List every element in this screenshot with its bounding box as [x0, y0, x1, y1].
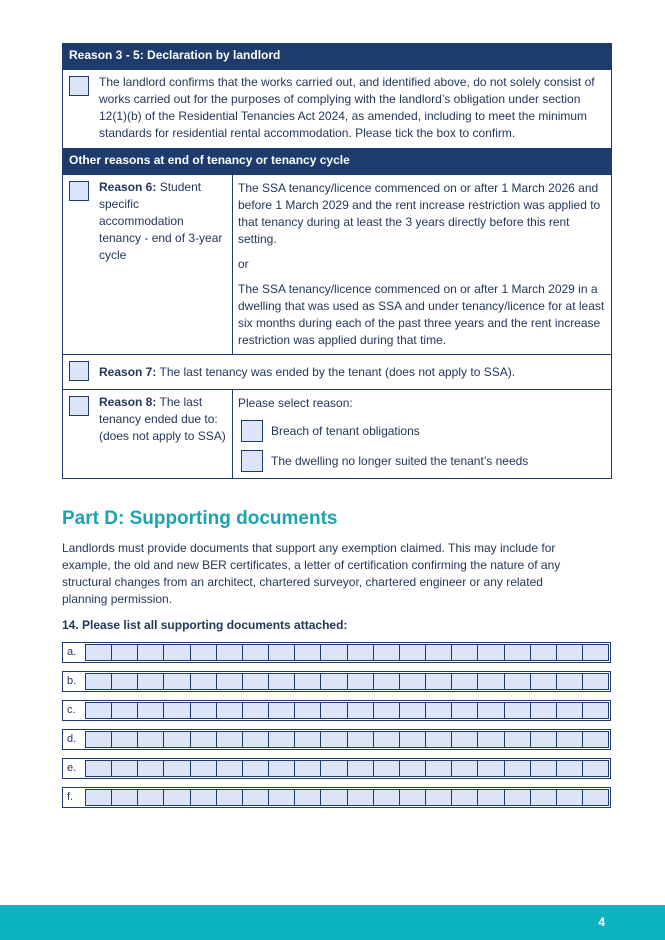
character-box[interactable]	[163, 732, 189, 747]
character-box[interactable]	[216, 645, 242, 660]
document-row	[62, 671, 611, 692]
reason6-or: or	[238, 257, 249, 271]
character-box[interactable]	[477, 732, 503, 747]
document-row-label: b.	[67, 675, 77, 687]
character-box[interactable]	[242, 761, 268, 776]
character-box[interactable]	[216, 761, 242, 776]
part-d-title: Part D: Supporting documents	[62, 508, 338, 529]
character-box[interactable]	[163, 674, 189, 689]
character-box[interactable]	[504, 732, 530, 747]
character-box[interactable]	[190, 645, 216, 660]
character-box[interactable]	[86, 674, 111, 689]
character-box[interactable]	[556, 645, 582, 660]
document-row	[62, 729, 611, 750]
reasons-section	[62, 43, 611, 479]
character-box[interactable]	[504, 761, 530, 776]
character-box[interactable]	[504, 703, 530, 718]
character-box[interactable]	[556, 790, 582, 805]
character-box[interactable]	[347, 732, 373, 747]
character-box[interactable]	[86, 703, 111, 718]
page-footer	[0, 905, 665, 940]
breach-checkbox[interactable]	[241, 420, 263, 442]
character-box[interactable]	[373, 790, 399, 805]
character-box[interactable]	[320, 674, 346, 689]
character-box[interactable]	[399, 790, 425, 805]
character-box[interactable]	[294, 645, 320, 660]
character-box[interactable]	[111, 761, 137, 776]
character-box[interactable]	[477, 761, 503, 776]
character-box[interactable]	[163, 645, 189, 660]
character-box[interactable]	[294, 761, 320, 776]
character-box[interactable]	[216, 674, 242, 689]
character-box[interactable]	[320, 790, 346, 805]
character-box[interactable]	[373, 761, 399, 776]
reason6-details	[233, 175, 612, 355]
character-box[interactable]	[190, 732, 216, 747]
character-box[interactable]	[556, 761, 582, 776]
character-box[interactable]	[399, 645, 425, 660]
character-box[interactable]	[320, 703, 346, 718]
character-box[interactable]	[242, 703, 268, 718]
reason6-label: Reason 6:	[99, 180, 157, 194]
character-box[interactable]	[111, 645, 137, 660]
character-box[interactable]	[268, 790, 294, 805]
document-row	[62, 642, 611, 663]
character-box[interactable]	[477, 790, 503, 805]
character-box[interactable]	[451, 761, 477, 776]
character-box[interactable]	[86, 761, 111, 776]
character-box[interactable]	[399, 703, 425, 718]
character-box[interactable]	[451, 703, 477, 718]
breach-label: Breach of tenant obligations	[271, 423, 420, 438]
page-number: 4	[598, 915, 605, 929]
reason7-desc: The last tenancy was ended by the tenant (does not apply to SSA).	[159, 365, 516, 379]
character-box[interactable]	[137, 674, 163, 689]
declaration-header: Reason 3 - 5: Declaration by landlord	[63, 44, 612, 70]
character-box[interactable]	[216, 732, 242, 747]
character-box[interactable]	[556, 732, 582, 747]
reason7-label: Reason 7:	[99, 365, 157, 379]
character-box[interactable]	[582, 703, 608, 718]
character-box[interactable]	[582, 761, 608, 776]
character-box[interactable]	[268, 761, 294, 776]
reason8-prompt: Please select reason:	[238, 396, 353, 410]
character-box[interactable]	[268, 674, 294, 689]
character-box[interactable]	[582, 645, 608, 660]
character-box[interactable]	[556, 674, 582, 689]
character-box[interactable]	[137, 790, 163, 805]
reason8-desc: The last tenancy ended due to: (does not apply to SSA)	[99, 395, 226, 443]
document-row-label: c.	[67, 704, 76, 716]
character-box[interactable]	[294, 703, 320, 718]
character-box[interactable]	[137, 761, 163, 776]
reason6-desc: Student specific accommodation tenancy - end of 3-year cycle	[99, 180, 223, 262]
character-box[interactable]	[477, 674, 503, 689]
character-box[interactable]	[504, 645, 530, 660]
character-box[interactable]	[425, 790, 451, 805]
character-box[interactable]	[163, 790, 189, 805]
character-box[interactable]	[242, 674, 268, 689]
character-box[interactable]	[425, 703, 451, 718]
document-input[interactable]	[85, 731, 609, 748]
reason8-option-needs[interactable]	[238, 450, 606, 472]
character-box[interactable]	[111, 732, 137, 747]
character-box[interactable]	[399, 674, 425, 689]
character-box[interactable]	[451, 645, 477, 660]
character-box[interactable]	[530, 703, 556, 718]
character-box[interactable]	[242, 732, 268, 747]
character-box[interactable]	[268, 732, 294, 747]
character-box[interactable]	[399, 761, 425, 776]
other-reasons-header: Other reasons at end of tenancy or tenancy cycle	[63, 149, 612, 175]
character-box[interactable]	[530, 732, 556, 747]
character-box[interactable]	[347, 645, 373, 660]
document-row	[62, 787, 611, 808]
supporting-documents-list	[62, 642, 611, 816]
character-box[interactable]	[268, 703, 294, 718]
document-row-label: e.	[67, 762, 77, 774]
document-input[interactable]	[85, 789, 609, 806]
declaration-text: The landlord confirms that the works carried out, and identified above, do not solely consist of works carried out for the purposes of complying with the landlord’s obligation under section 12(1)(b) of the Residential Tenancies Act 2024, as amended, including to meet the minimum standards for residential rental accommodation. Please tick the box to confirm.	[99, 75, 595, 140]
character-box[interactable]	[582, 674, 608, 689]
document-row-label: d.	[67, 733, 77, 745]
character-box[interactable]	[582, 790, 608, 805]
character-box[interactable]	[216, 703, 242, 718]
character-box[interactable]	[163, 703, 189, 718]
character-box[interactable]	[294, 732, 320, 747]
character-box[interactable]	[111, 703, 137, 718]
needs-label: The dwelling no longer suited the tenant’s needs	[271, 453, 529, 468]
document-input[interactable]	[85, 673, 609, 690]
document-input[interactable]	[85, 702, 609, 719]
character-box[interactable]	[320, 732, 346, 747]
character-box[interactable]	[294, 674, 320, 689]
character-box[interactable]	[216, 790, 242, 805]
character-box[interactable]	[190, 761, 216, 776]
character-box[interactable]	[294, 790, 320, 805]
character-box[interactable]	[137, 645, 163, 660]
reason8-option-breach[interactable]	[238, 420, 606, 442]
document-row	[62, 758, 611, 779]
character-box[interactable]	[373, 703, 399, 718]
reason6-para2: The SSA tenancy/licence commenced on or after 1 March 2029 in a dwelling that was used as SSA and under tenancy/licence for at least six months during each of the past three years and the rent increase restriction was applied during that time.	[238, 282, 605, 347]
character-box[interactable]	[373, 674, 399, 689]
character-box[interactable]	[111, 790, 137, 805]
reason6-checkbox[interactable]	[69, 181, 89, 201]
character-box[interactable]	[504, 674, 530, 689]
character-box[interactable]	[451, 790, 477, 805]
character-box[interactable]	[347, 674, 373, 689]
character-box[interactable]	[425, 761, 451, 776]
character-box[interactable]	[477, 703, 503, 718]
character-box[interactable]	[242, 790, 268, 805]
character-box[interactable]	[86, 732, 111, 747]
document-input[interactable]	[85, 760, 609, 777]
character-box[interactable]	[399, 732, 425, 747]
character-box[interactable]	[347, 761, 373, 776]
document-input[interactable]	[85, 644, 609, 661]
character-box[interactable]	[137, 732, 163, 747]
character-box[interactable]	[163, 761, 189, 776]
character-box[interactable]	[425, 732, 451, 747]
character-box[interactable]	[137, 703, 163, 718]
character-box[interactable]	[451, 674, 477, 689]
character-box[interactable]	[320, 645, 346, 660]
declaration-checkbox[interactable]	[69, 76, 89, 96]
character-box[interactable]	[320, 761, 346, 776]
reason8-checkbox[interactable]	[69, 396, 89, 416]
character-box[interactable]	[242, 645, 268, 660]
character-box[interactable]	[86, 790, 111, 805]
character-box[interactable]	[582, 732, 608, 747]
character-box[interactable]	[86, 645, 111, 660]
character-box[interactable]	[530, 645, 556, 660]
character-box[interactable]	[268, 645, 294, 660]
character-box[interactable]	[190, 674, 216, 689]
needs-checkbox[interactable]	[241, 450, 263, 472]
character-box[interactable]	[347, 790, 373, 805]
character-box[interactable]	[373, 645, 399, 660]
character-box[interactable]	[530, 761, 556, 776]
character-box[interactable]	[190, 703, 216, 718]
character-box[interactable]	[425, 674, 451, 689]
character-box[interactable]	[504, 790, 530, 805]
reasons-table	[62, 43, 612, 479]
character-box[interactable]	[111, 674, 137, 689]
reason8-label: Reason 8:	[99, 395, 157, 409]
character-box[interactable]	[530, 790, 556, 805]
document-row-label: f.	[67, 791, 74, 803]
character-box[interactable]	[451, 732, 477, 747]
reason6-para1: The SSA tenancy/licence commenced on or after 1 March 2026 and before 1 March 2029 and the rent increase restriction was applied to that tenancy during at least the 3 years directly before this rent setting.	[238, 181, 601, 246]
character-box[interactable]	[373, 732, 399, 747]
character-box[interactable]	[190, 790, 216, 805]
reason7-checkbox[interactable]	[69, 361, 89, 381]
question-14: 14. Please list all supporting documents attached:	[62, 618, 348, 632]
reason8-options	[233, 390, 612, 479]
part-d-intro: Landlords must provide documents that support any exemption claimed. This may include for example, the old and new BER certificates, a letter of certification confirming the nature of any structural changes from an architect, chartered surveyor, chartered engineer or any related planning permission.	[62, 541, 561, 606]
character-box[interactable]	[556, 703, 582, 718]
character-box[interactable]	[347, 703, 373, 718]
document-row-label: a.	[67, 646, 77, 658]
document-row	[62, 700, 611, 721]
character-box[interactable]	[425, 645, 451, 660]
character-box[interactable]	[477, 645, 503, 660]
character-box[interactable]	[530, 674, 556, 689]
